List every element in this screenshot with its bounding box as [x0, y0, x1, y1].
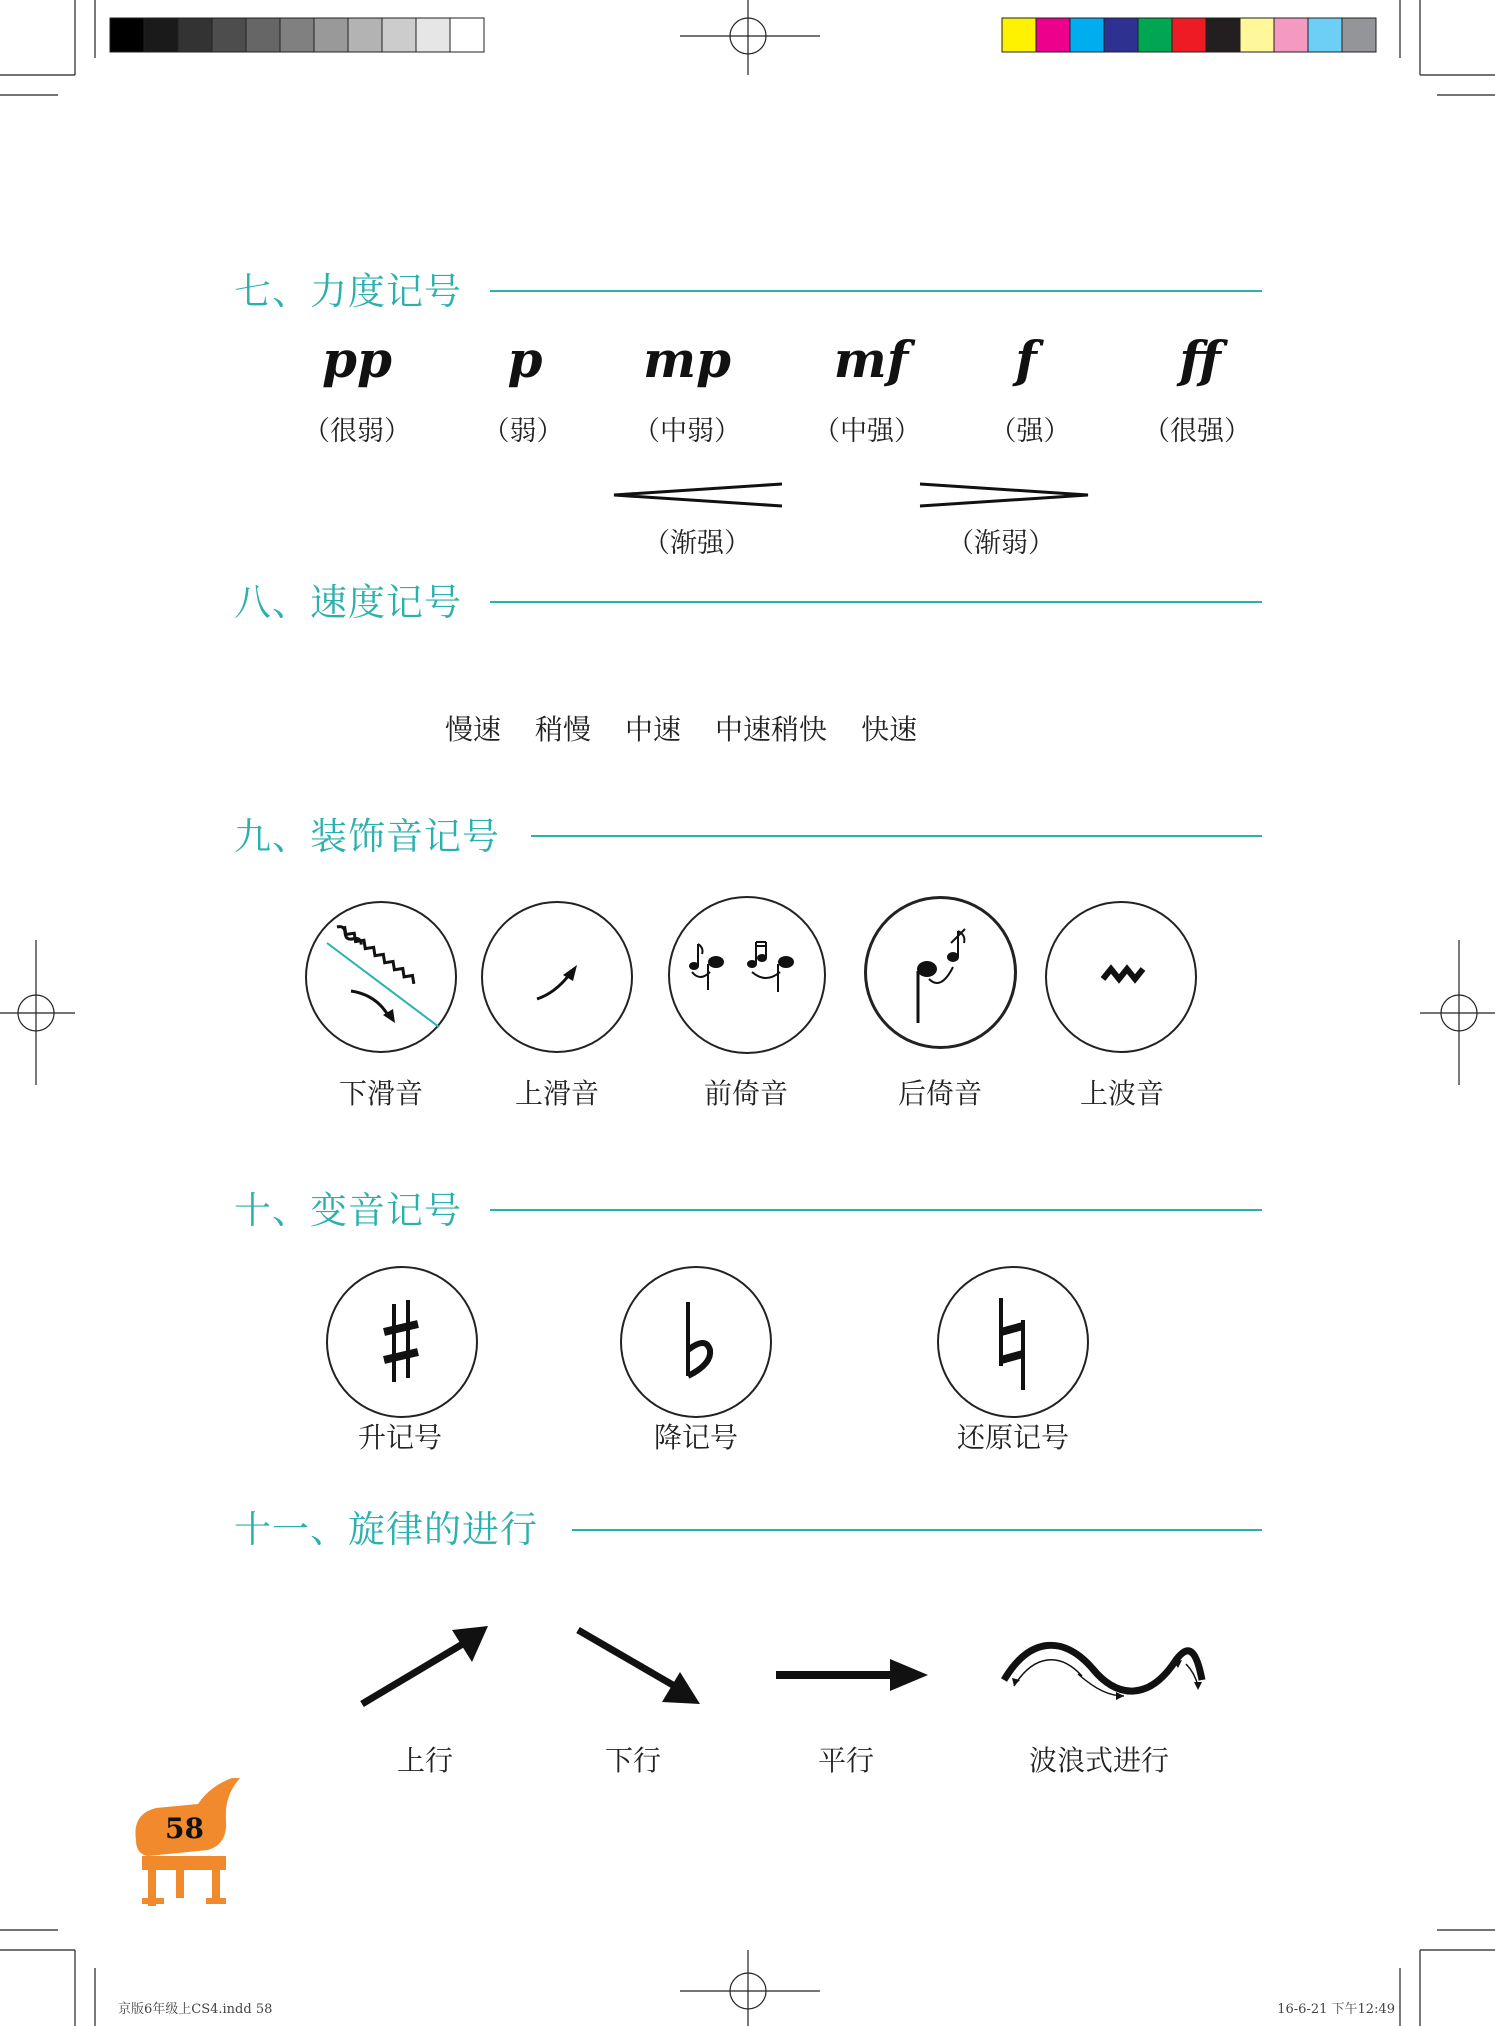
- gray-swatch: [178, 18, 212, 52]
- color-swatch: [1274, 18, 1308, 52]
- color-swatch: [1104, 18, 1138, 52]
- section-heading-tempo: 八、速度记号: [234, 581, 462, 624]
- gray-swatch: [110, 18, 144, 52]
- dynamic-mark-f: f: [1015, 330, 1037, 389]
- ornament-label: 上波音: [1079, 1077, 1165, 1110]
- ornament-circle: [864, 896, 1017, 1049]
- gray-swatch: [212, 18, 246, 52]
- gray-swatch: [382, 18, 416, 52]
- footer-file-info: 京版6年级上CS4.indd 58: [118, 2002, 273, 2017]
- section-heading-accidentals: 十、变音记号: [234, 1189, 462, 1232]
- hairpin-label: （渐强）: [643, 528, 751, 559]
- color-swatch: [1240, 18, 1274, 52]
- dynamic-mark-ff: ff: [1179, 330, 1221, 389]
- gray-swatch: [314, 18, 348, 52]
- color-swatch: [1308, 18, 1342, 52]
- glissando-down-icon: [307, 903, 455, 1051]
- gray-swatch: [144, 18, 178, 52]
- ornament-circle: [481, 901, 633, 1053]
- ornament-label: 前倚音: [703, 1077, 789, 1110]
- heading-rule: [531, 835, 1262, 837]
- tempo-terms: [445, 708, 951, 748]
- melody-label: 波浪式进行: [1028, 1744, 1170, 1777]
- heading-rule: [490, 290, 1262, 292]
- sharp-icon: [328, 1268, 476, 1416]
- tempo-term: 稍慢: [535, 713, 592, 746]
- dynamic-label: （弱）: [482, 416, 564, 447]
- glissando-up-icon: [483, 903, 631, 1051]
- accidental-circle: [326, 1266, 478, 1418]
- melody-label: 下行: [604, 1744, 662, 1777]
- dynamic-mark-mf: mf: [833, 330, 909, 389]
- crescendo-hairpin-icon: [610, 480, 785, 510]
- ornament-label: 下滑音: [338, 1077, 424, 1110]
- wave-arrow-icon: [1000, 1634, 1206, 1702]
- ornament-circle: [305, 901, 457, 1053]
- tempo-term: 快速: [861, 713, 918, 746]
- ornament-circle: [668, 896, 826, 1054]
- color-swatch: [1138, 18, 1172, 52]
- gray-swatch: [280, 18, 314, 52]
- natural-icon: [939, 1268, 1087, 1416]
- heading-rule: [490, 601, 1262, 603]
- page-number: 58: [165, 1812, 204, 1845]
- heading-rule: [572, 1529, 1262, 1531]
- dynamic-mark-mp: mp: [643, 330, 731, 389]
- flat-icon: [622, 1268, 770, 1416]
- dynamic-mark-p: p: [507, 330, 543, 389]
- accidental-label: 还原记号: [956, 1421, 1070, 1454]
- arrow-right-icon: [774, 1655, 930, 1695]
- gray-swatch: [348, 18, 382, 52]
- dynamic-label: （强）: [989, 416, 1071, 447]
- tempo-term: 中速: [625, 713, 682, 746]
- heading-rule: [490, 1209, 1262, 1211]
- dynamic-label: （很弱）: [303, 416, 411, 447]
- accidental-label: 降记号: [653, 1421, 739, 1454]
- gray-swatch: [416, 18, 450, 52]
- ornament-label: 后倚音: [897, 1077, 983, 1110]
- accidental-circle: [620, 1266, 772, 1418]
- section-heading-ornaments: 九、装饰音记号: [234, 815, 500, 858]
- melody-label: 上行: [396, 1744, 454, 1777]
- accidental-label: 升记号: [357, 1421, 443, 1454]
- tempo-term: 中速稍快: [715, 713, 828, 746]
- decrescendo-hairpin-icon: [917, 480, 1092, 510]
- dynamic-label: （中弱）: [633, 416, 741, 447]
- mordent-icon: [1047, 903, 1195, 1051]
- section-heading-melody: 十一、旋律的进行: [234, 1508, 538, 1551]
- dynamic-mark-pp: pp: [322, 330, 392, 389]
- gray-swatch: [246, 18, 280, 52]
- tempo-term: 慢速: [445, 713, 502, 746]
- ornament-circle: [1045, 901, 1197, 1053]
- gray-swatch: [450, 18, 484, 52]
- color-swatch: [1070, 18, 1104, 52]
- color-swatch: [1206, 18, 1240, 52]
- grace-note-after-icon: [867, 899, 1014, 1046]
- section-heading-dynamics: 七、力度记号: [234, 270, 462, 313]
- accidental-circle: [937, 1266, 1089, 1418]
- ornament-label: 上滑音: [514, 1077, 600, 1110]
- grace-note-before-icon: [670, 898, 824, 1052]
- color-swatch: [1002, 18, 1036, 52]
- hairpin-label: （渐弱）: [947, 528, 1055, 559]
- arrow-up-right-icon: [358, 1622, 494, 1708]
- dynamic-label: （中强）: [813, 416, 921, 447]
- dynamic-label: （很强）: [1143, 416, 1251, 447]
- color-swatch: [1036, 18, 1070, 52]
- footer-timestamp: 16-6-21 下午12:49: [1277, 2002, 1395, 2017]
- arrow-down-right-icon: [574, 1626, 704, 1708]
- color-swatch: [1342, 18, 1376, 52]
- melody-label: 平行: [817, 1744, 875, 1777]
- color-swatch: [1172, 18, 1206, 52]
